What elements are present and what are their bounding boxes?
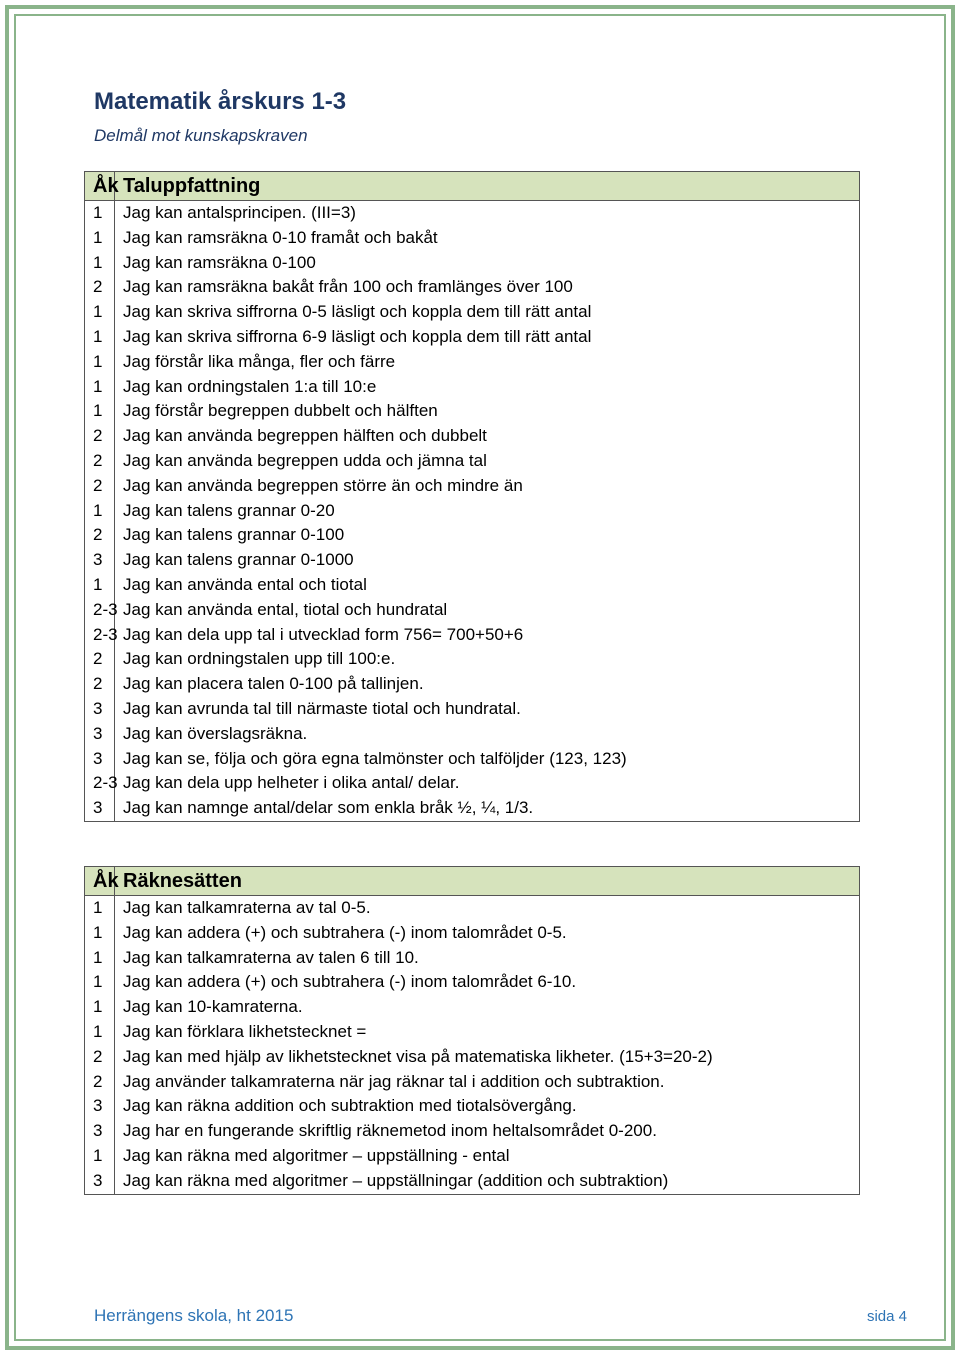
raknesatten-table [84,866,860,1195]
grade-cell: 1 [85,375,115,400]
grade-cell: 1 [85,1144,115,1169]
table-row [85,1070,860,1095]
table-row [85,424,860,449]
grade-cell: 1 [85,499,115,524]
goal-cell: Jag kan använda begreppen hälften och dubbelt [115,424,860,449]
goal-cell: Jag kan med hjälp av likhetstecknet visa på matematiska likheter. (15+3=20-2) [115,1045,860,1070]
goal-cell: Jag kan skriva siffrorna 6-9 läsligt och koppla dem till rätt antal [115,325,860,350]
table-row [85,1094,860,1119]
goal-cell: Jag kan namnge antal/delar som enkla bråk ½, ¼, 1/3. [115,796,860,821]
table-header-row [85,867,860,896]
goal-cell: Jag kan skriva siffrorna 0-5 läsligt och koppla dem till rätt antal [115,300,860,325]
grade-cell: 3 [85,697,115,722]
grade-cell: 1 [85,1020,115,1045]
header-topic: Taluppfattning [115,172,860,201]
grade-cell: 1 [85,995,115,1020]
goal-cell: Jag kan ramsräkna 0-100 [115,251,860,276]
table-row [85,946,860,971]
table-row [85,1045,860,1070]
table-row [85,251,860,276]
table-row [85,201,860,226]
grade-cell: 2 [85,275,115,300]
document-subtitle: Delmål mot kunskapskraven [94,126,308,145]
grade-cell: 1 [85,921,115,946]
raknesatten-rows [85,896,860,1195]
table-row [85,449,860,474]
grade-cell: 2 [85,523,115,548]
grade-cell: 1 [85,251,115,276]
grade-cell: 3 [85,747,115,772]
goal-cell: Jag kan 10-kamraterna. [115,995,860,1020]
table-row [85,474,860,499]
table-row [85,647,860,672]
grade-cell: 2-3 [85,623,115,648]
goal-cell: Jag kan ramsräkna bakåt från 100 och framlänges över 100 [115,275,860,300]
goal-cell: Jag kan överslagsräkna. [115,722,860,747]
goal-cell: Jag kan talkamraterna av talen 6 till 10. [115,946,860,971]
table-row [85,796,860,821]
goal-cell: Jag kan räkna med algoritmer – uppställning - ental [115,1144,860,1169]
goal-cell: Jag kan placera talen 0-100 på tallinjen. [115,672,860,697]
goal-cell: Jag kan talens grannar 0-1000 [115,548,860,573]
taluppfattning-table [84,171,860,822]
table-row [85,499,860,524]
table-row [85,623,860,648]
table-row [85,1020,860,1045]
grade-cell: 2 [85,474,115,499]
table-row [85,722,860,747]
table-row [85,970,860,995]
table-row [85,921,860,946]
goal-cell: Jag kan räkna med algoritmer – uppställningar (addition och subtraktion) [115,1169,860,1194]
grade-cell: 3 [85,1094,115,1119]
grade-cell: 3 [85,796,115,821]
grade-cell: 2-3 [85,771,115,796]
document-title: Matematik årskurs 1-3 [94,88,347,115]
goal-cell: Jag kan använda ental, tiotal och hundratal [115,598,860,623]
table-row [85,573,860,598]
goal-cell: Jag kan antalsprincipen. (III=3) [115,201,860,226]
grade-cell: 3 [85,722,115,747]
grade-cell: 1 [85,399,115,424]
table-row [85,548,860,573]
goal-cell: Jag kan avrunda tal till närmaste tiotal och hundratal. [115,697,860,722]
goal-cell: Jag använder talkamraterna när jag räknar tal i addition och subtraktion. [115,1070,860,1095]
goal-cell: Jag förstår lika många, fler och färre [115,350,860,375]
table-row [85,325,860,350]
goal-cell: Jag kan dela upp tal i utvecklad form 756= 700+50+6 [115,623,860,648]
table-row [85,523,860,548]
header-ak: Åk [85,172,115,201]
goal-cell: Jag kan förklara likhetstecknet = [115,1020,860,1045]
table-row [85,747,860,772]
goal-cell: Jag kan använda ental och tiotal [115,573,860,598]
goal-cell: Jag kan addera (+) och subtrahera (-) inom talområdet 6-10. [115,970,860,995]
header-ak: Åk [85,867,115,896]
grade-cell: 2 [85,647,115,672]
taluppfattning-rows [85,201,860,822]
table-row [85,350,860,375]
grade-cell: 1 [85,896,115,921]
grade-cell: 1 [85,325,115,350]
grade-cell: 2 [85,1045,115,1070]
table-row [85,1119,860,1144]
goal-cell: Jag kan använda begreppen större än och mindre än [115,474,860,499]
footer-school: Herrängens skola, ht 2015 [94,1306,294,1325]
table-row [85,1144,860,1169]
goal-cell: Jag kan talens grannar 0-100 [115,523,860,548]
goal-cell: Jag kan använda begreppen udda och jämna tal [115,449,860,474]
goal-cell: Jag kan se, följa och göra egna talmönster och talföljder (123, 123) [115,747,860,772]
grade-cell: 1 [85,300,115,325]
footer-page-number: sida 4 [866,1308,907,1325]
table-row [85,275,860,300]
goal-cell: Jag kan räkna addition och subtraktion med tiotalsövergång. [115,1094,860,1119]
table-row [85,598,860,623]
grade-cell: 1 [85,573,115,598]
goal-cell: Jag kan addera (+) och subtrahera (-) inom talområdet 0-5. [115,921,860,946]
table-row [85,896,860,921]
grade-cell: 3 [85,1119,115,1144]
goal-cell: Jag kan talkamraterna av tal 0-5. [115,896,860,921]
table-row [85,399,860,424]
grade-cell: 1 [85,970,115,995]
grade-cell: 2-3 [85,598,115,623]
grade-cell: 2 [85,424,115,449]
table-row [85,226,860,251]
grade-cell: 1 [85,946,115,971]
table-row [85,995,860,1020]
table-row [85,697,860,722]
grade-cell: 3 [85,1169,115,1194]
grade-cell: 2 [85,449,115,474]
goal-cell: Jag förstår begreppen dubbelt och hälften [115,399,860,424]
table-header-row [85,172,860,201]
grade-cell: 2 [85,672,115,697]
goal-cell: Jag kan ordningstalen upp till 100:e. [115,647,860,672]
goal-cell: Jag kan ramsräkna 0-10 framåt och bakåt [115,226,860,251]
table-row [85,1169,860,1194]
grade-cell: 1 [85,350,115,375]
grade-cell: 3 [85,548,115,573]
goal-cell: Jag kan dela upp helheter i olika antal/ delar. [115,771,860,796]
goal-cell: Jag har en fungerande skriftlig räknemetod inom heltalsområdet 0-200. [115,1119,860,1144]
table-row [85,300,860,325]
header-topic: Räknesätten [115,867,860,896]
grade-cell: 1 [85,201,115,226]
table-row [85,375,860,400]
table-row [85,672,860,697]
goal-cell: Jag kan ordningstalen 1:a till 10:e [115,375,860,400]
goal-cell: Jag kan talens grannar 0-20 [115,499,860,524]
grade-cell: 2 [85,1070,115,1095]
grade-cell: 1 [85,226,115,251]
table-row [85,771,860,796]
